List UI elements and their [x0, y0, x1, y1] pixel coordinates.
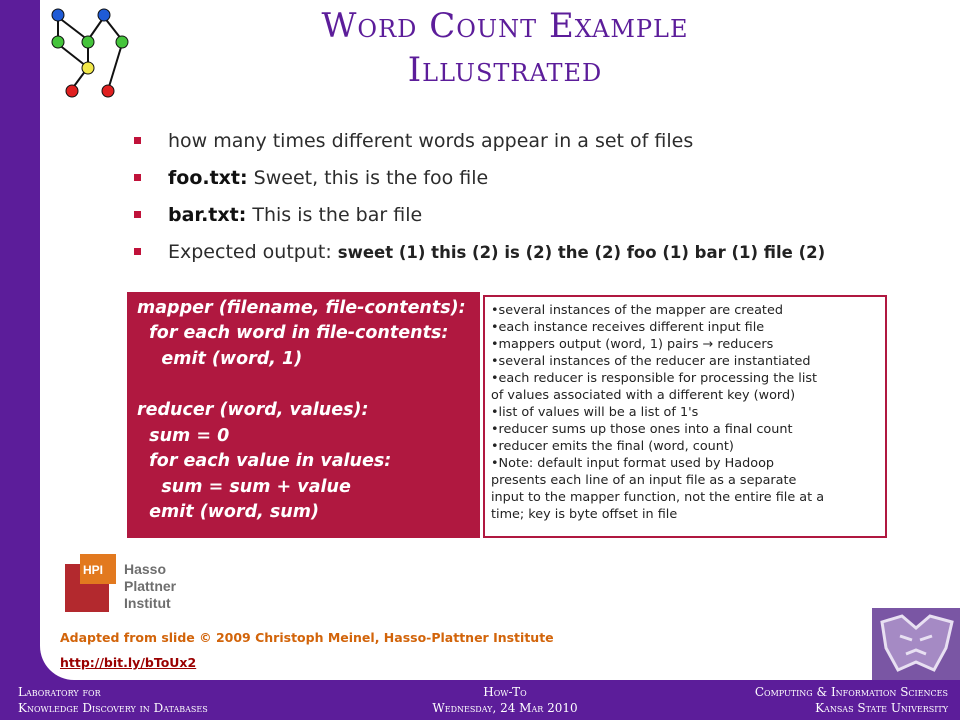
bullet-item: [134, 237, 894, 274]
bullet-item: [134, 163, 894, 200]
note-line: •Note: default input format used by Hadoop: [491, 456, 775, 471]
footer-center: [380, 684, 630, 716]
footer-right: [755, 684, 948, 716]
bullet-item: [134, 200, 894, 237]
title-line-1: Word Count Example: [321, 6, 689, 46]
footer-center-line-2: Wednesday, 24 Mar 2010: [432, 701, 578, 715]
hpi-line-1: Hasso: [124, 561, 167, 577]
note-line: input to the mapper function, not the entire file at a: [491, 490, 825, 505]
slide-title: [230, 4, 780, 92]
title-line-2: Illustrated: [407, 50, 603, 90]
footer-right-line-2: Kansas State University: [815, 701, 948, 715]
credit-text: Adapted from slide © 2009 Christoph Meinel, Hasso-Plattner Institute: [60, 630, 554, 645]
bullet-text: Sweet, this is the foo file: [247, 167, 489, 189]
note-line: time; key is byte offset in file: [491, 507, 678, 522]
note-line: •several instances of the mapper are created: [491, 303, 783, 318]
code-line: sum = sum + value: [137, 477, 351, 497]
expected-output: sweet (1) this (2) is (2) the (2) foo (1) bar (1) file (2): [337, 243, 826, 262]
bullet-text: Expected output:: [168, 241, 338, 263]
code-line: emit (word, 1): [137, 349, 303, 369]
bullet-marker-icon: [134, 211, 141, 218]
code-line: for each value in values:: [137, 451, 392, 471]
code-line: for each word in file-contents:: [137, 323, 449, 343]
wildcat-icon: [872, 608, 960, 680]
bullet-list: [134, 126, 894, 274]
footer-left-line-1: Laboratory for: [18, 685, 101, 699]
bullet-bold: foo.txt:: [168, 167, 248, 189]
note-line: •several instances of the reducer are instantiated: [491, 354, 811, 369]
bullet-text: This is the bar file: [246, 204, 423, 226]
footer-right-line-1: Computing & Information Sciences: [754, 685, 948, 699]
note-line: •reducer emits the final (word, count): [491, 439, 734, 454]
graph-logo: [44, 4, 134, 98]
note-line: •each reducer is responsible for processing the list: [491, 371, 818, 386]
hpi-logo: [62, 552, 202, 614]
footer-left-line-2: Knowledge Discovery in Databases: [18, 701, 208, 715]
code-line: mapper (filename, file-contents):: [137, 298, 466, 318]
bullet-item: [134, 126, 894, 163]
bullet-text: how many times different words appear in a set of files: [168, 130, 694, 152]
bullet-marker-icon: [134, 248, 141, 255]
footer-left: [18, 684, 208, 716]
bullet-marker-icon: [134, 174, 141, 181]
note-line: •list of values will be a list of 1's: [491, 405, 699, 420]
note-line: •reducer sums up those ones into a final count: [491, 422, 793, 437]
credit-link[interactable]: http://bit.ly/bToUx2: [60, 655, 197, 670]
note-line: presents each line of an input file as a separate: [491, 473, 797, 488]
notes-box: [483, 295, 887, 538]
code-line: reducer (word, values):: [137, 400, 369, 420]
bullet-marker-icon: [134, 137, 141, 144]
note-line: •mappers output (word, 1) pairs → reducers: [491, 337, 774, 352]
hpi-line-2: Plattner: [124, 578, 177, 594]
hpi-line-3: Institut: [124, 595, 171, 611]
note-line: •each instance receives different input file: [491, 320, 765, 335]
code-line: sum = 0: [137, 426, 230, 446]
pseudocode-box: [127, 292, 480, 538]
bullet-bold: bar.txt:: [168, 204, 247, 226]
wildcat-logo: [872, 608, 960, 680]
hpi-abbr: HPI: [83, 563, 104, 577]
note-line: of values associated with a different key (word): [491, 388, 796, 403]
footer-center-line-1: How-To: [483, 685, 527, 699]
code-line: emit (word, sum): [137, 502, 319, 522]
